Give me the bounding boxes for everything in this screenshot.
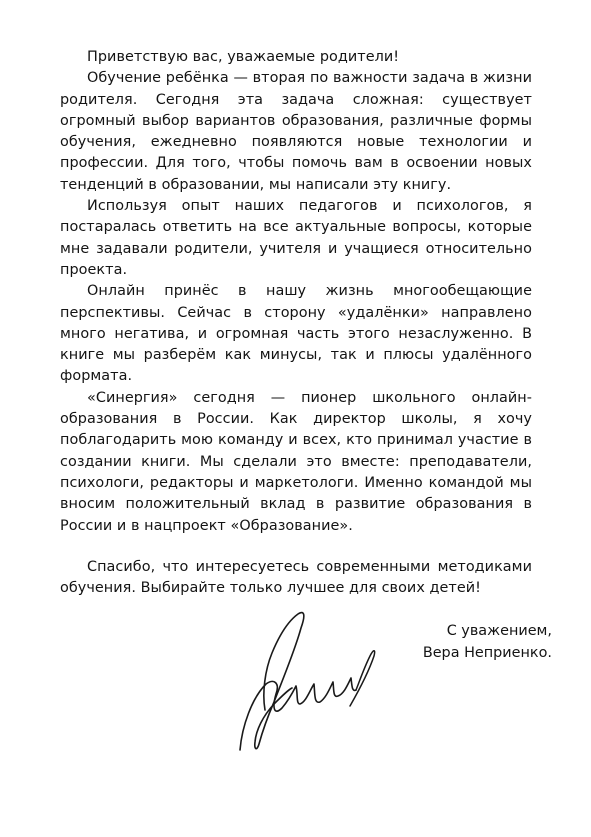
paragraph-4: «Синергия» сегодня — пионер школьного онлайн-образования в России. Как директор школы, я хочу поблагодарить мою команду и всех, кто принимал участие в создании книги. Мы сделали это вместе: преподаватели, психологи, редакторы и маркетологи. Именно командой мы вносим положительный вклад в развитие образования в России и в нацпроект «Образование». [60, 389, 532, 534]
closing-author-name: Вера Неприенко. [422, 645, 552, 661]
paragraph-2: Используя опыт наших педагогов и психологов, я постаралась ответить на все актуальные вопросы, которые мне задавали родители, учителя и учащиеся относительно проекта. [60, 198, 532, 278]
paragraph-5: Спасибо, что интересуетесь современными методиками обучения. Выбирайте только лучшее для своих детей! [60, 558, 532, 597]
signature-stroke-tail [350, 651, 375, 706]
greeting: Приветствую вас, уважаемые родители! [87, 49, 400, 65]
closing-block [392, 620, 552, 664]
paragraph-3: Онлайн принёс в нашу жизнь многообещающие перспективы. Сейчас в сторону «удалёнки» направлено много негатива, и огромная часть этого незаслуженно. В книге мы разберём как минусы, так и плюсы удалённого формата. [60, 283, 532, 385]
paragraph-1: Обучение ребёнка — вторая по важности задача в жизни родителя. Сегодня эта задача сложная: существует огромный выбор вариантов образования, различные формы обучения, ежедневно появляются новые технологии и профессии. Для того, чтобы помочь вам в освоении новых тенденций в образовании, мы написали эту книгу. [60, 70, 532, 193]
letter-body [60, 47, 532, 599]
signature-stroke-main [255, 613, 304, 749]
signature-stroke-loops [240, 678, 356, 750]
closing-regards: С уважением, [446, 623, 552, 639]
handwritten-signature [232, 598, 382, 758]
